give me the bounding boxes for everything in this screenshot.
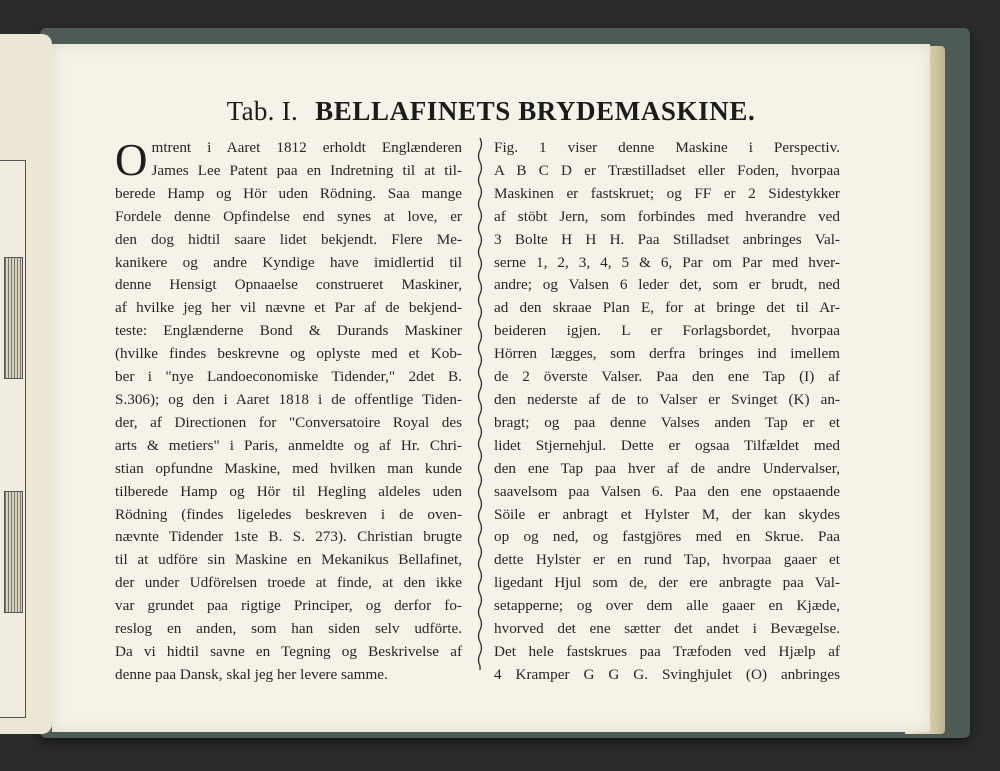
title-text: BELLAFINETS BRYDEMASKINE. — [315, 96, 756, 126]
text-line: den nederste af de to Valser er Svinget (K) an- — [494, 390, 840, 408]
text-line: lidet Stjernehjul. Dette er ogsaa Tilfældet med — [494, 436, 840, 454]
text-line: Det hele fastskrues paa Træfoden ved Hjælp af — [494, 642, 840, 660]
drop-cap: O — [115, 135, 148, 185]
text-line: bragt; og paa denne Valses anden Tap er et — [494, 413, 840, 431]
text-line: Fig. 1 viser denne Maskine i Perspectiv. — [494, 139, 840, 156]
plate-number: Tab. I. — [226, 96, 299, 126]
document-page — [52, 44, 930, 732]
text-line: af stöbt Jern, som forbindes med hverandre ved — [494, 207, 840, 225]
text-line: kanikere og andre Kyndige have imidlertid til — [115, 253, 462, 271]
text-line: arts & metiers" i Paris, anmeldte og af Hr. Chri- — [115, 436, 462, 454]
text-line: ber i "nye Landoeconomiske Tidender," 2det B. — [115, 368, 462, 386]
text-line: de 2 överste Valser. Paa den ene Tap (I) af — [494, 368, 840, 386]
engraving-detail — [4, 491, 23, 613]
text-line: Rödning (findes ligeledes beskreven i de oven- — [115, 505, 462, 523]
text-line: ad den skraae Plan E, for at bringe det til Ar- — [494, 299, 840, 317]
text-line: Fordele denne Opfindelse end synes at love, er — [115, 207, 462, 225]
text-line: denne Hensigt Opnaaelse construeret Maskiner, — [115, 276, 462, 294]
column-divider — [476, 138, 484, 670]
text-line: Söile er anbragt et Hylster M, der kan skydes — [494, 505, 840, 523]
text-line: 4 Kramper G G G. Svinghjulet (O) anbringes — [494, 665, 840, 683]
text-line: A B C D er Træstilladset eller Foden, hvorpaa — [494, 161, 840, 179]
text-line: S.306); og den i Aaret 1818 i de offentlige Tiden- — [115, 390, 462, 408]
page-title — [52, 96, 930, 127]
text-line: hvorved det ene sætter det andet i Bevægelse. — [494, 620, 840, 638]
text-line: den ene Tap paa hver af de andre Undervalser, — [494, 459, 840, 477]
left-text-column — [115, 137, 462, 687]
text-line: (hvilke findes beskrevne og oplyste med et Kob- — [115, 345, 462, 363]
text-line: 3 Bolte H H H. Paa Stilladset anbringes Val- — [494, 230, 840, 248]
text-line: var grundet paa rigtige Principer, og derfor fo- — [115, 597, 462, 615]
text-line: berede Hamp og Hör uden Rödning. Saa mange — [115, 184, 462, 202]
text-line: reslog en anden, som han siden selv udförte. — [115, 620, 462, 638]
text-line: James Lee Patent paa en Indretning til at til- — [151, 161, 462, 179]
text-line: stian opfundne Maskine, med hvilken man kunde — [115, 459, 462, 477]
text-line: af hvilke jeg her vil nævne et Par af de bekjend- — [115, 299, 462, 317]
text-line: den dog hidtil saare lidet bekjendt. Flere Me- — [115, 230, 462, 248]
text-line: til at udföre sin Maskine en Mekanikus Bellafinet, — [115, 551, 462, 569]
facing-page — [0, 34, 52, 734]
right-text-column — [494, 137, 840, 687]
text-line: Da vi hidtil savne en Tegning og Beskrivelse af — [115, 642, 462, 660]
engraving-detail — [4, 257, 23, 379]
text-line: op og ned, og fastgjöres med en Skrue. Paa — [494, 528, 840, 546]
text-line: saavelsom paa Valsen 6. Paa den ene opstaaende — [494, 482, 840, 500]
text-line: Maskinen er fastskruet; og FF er 2 Sidestykker — [494, 184, 840, 202]
text-line: dette Hylster er en rund Tap, hvorpaa gaaer et — [494, 551, 840, 569]
text-line: mtrent i Aaret 1812 erholdt Englænderen — [151, 139, 462, 156]
text-line: andre; og Valsen 6 leder det, som er brudt, ned — [494, 276, 840, 294]
text-line: der, af Directionen for "Conversatoire Royal des — [115, 413, 462, 431]
text-line: serne 1, 2, 3, 4, 5 & 6, Par om Par med hver- — [494, 253, 840, 271]
text-line: teste: Englænderne Bond & Durands Maskiner — [115, 322, 462, 340]
text-line: tilberede Hamp og Hör til Hegling aldeles uden — [115, 482, 462, 500]
text-line: Hörren lægges, som derfra bringes ind imellem — [494, 345, 840, 363]
text-line: der under Udförelsen troede at finde, at den ikke — [115, 574, 462, 592]
text-line: denne paa Dansk, skal jeg her levere samme. — [115, 665, 388, 683]
text-line: beideren igjen. L er Forlagsbordet, hvorpaa — [494, 322, 840, 340]
text-line: ligedant Hjul som de, der ere anbragte paa Val- — [494, 574, 840, 592]
text-line: nævnte Tidender 1ste B. S. 273). Christian brugte — [115, 528, 462, 546]
text-line: setapperne; og over dem alle gaaer en Kjæde, — [494, 597, 840, 615]
engraving-plate-edge — [0, 160, 26, 718]
